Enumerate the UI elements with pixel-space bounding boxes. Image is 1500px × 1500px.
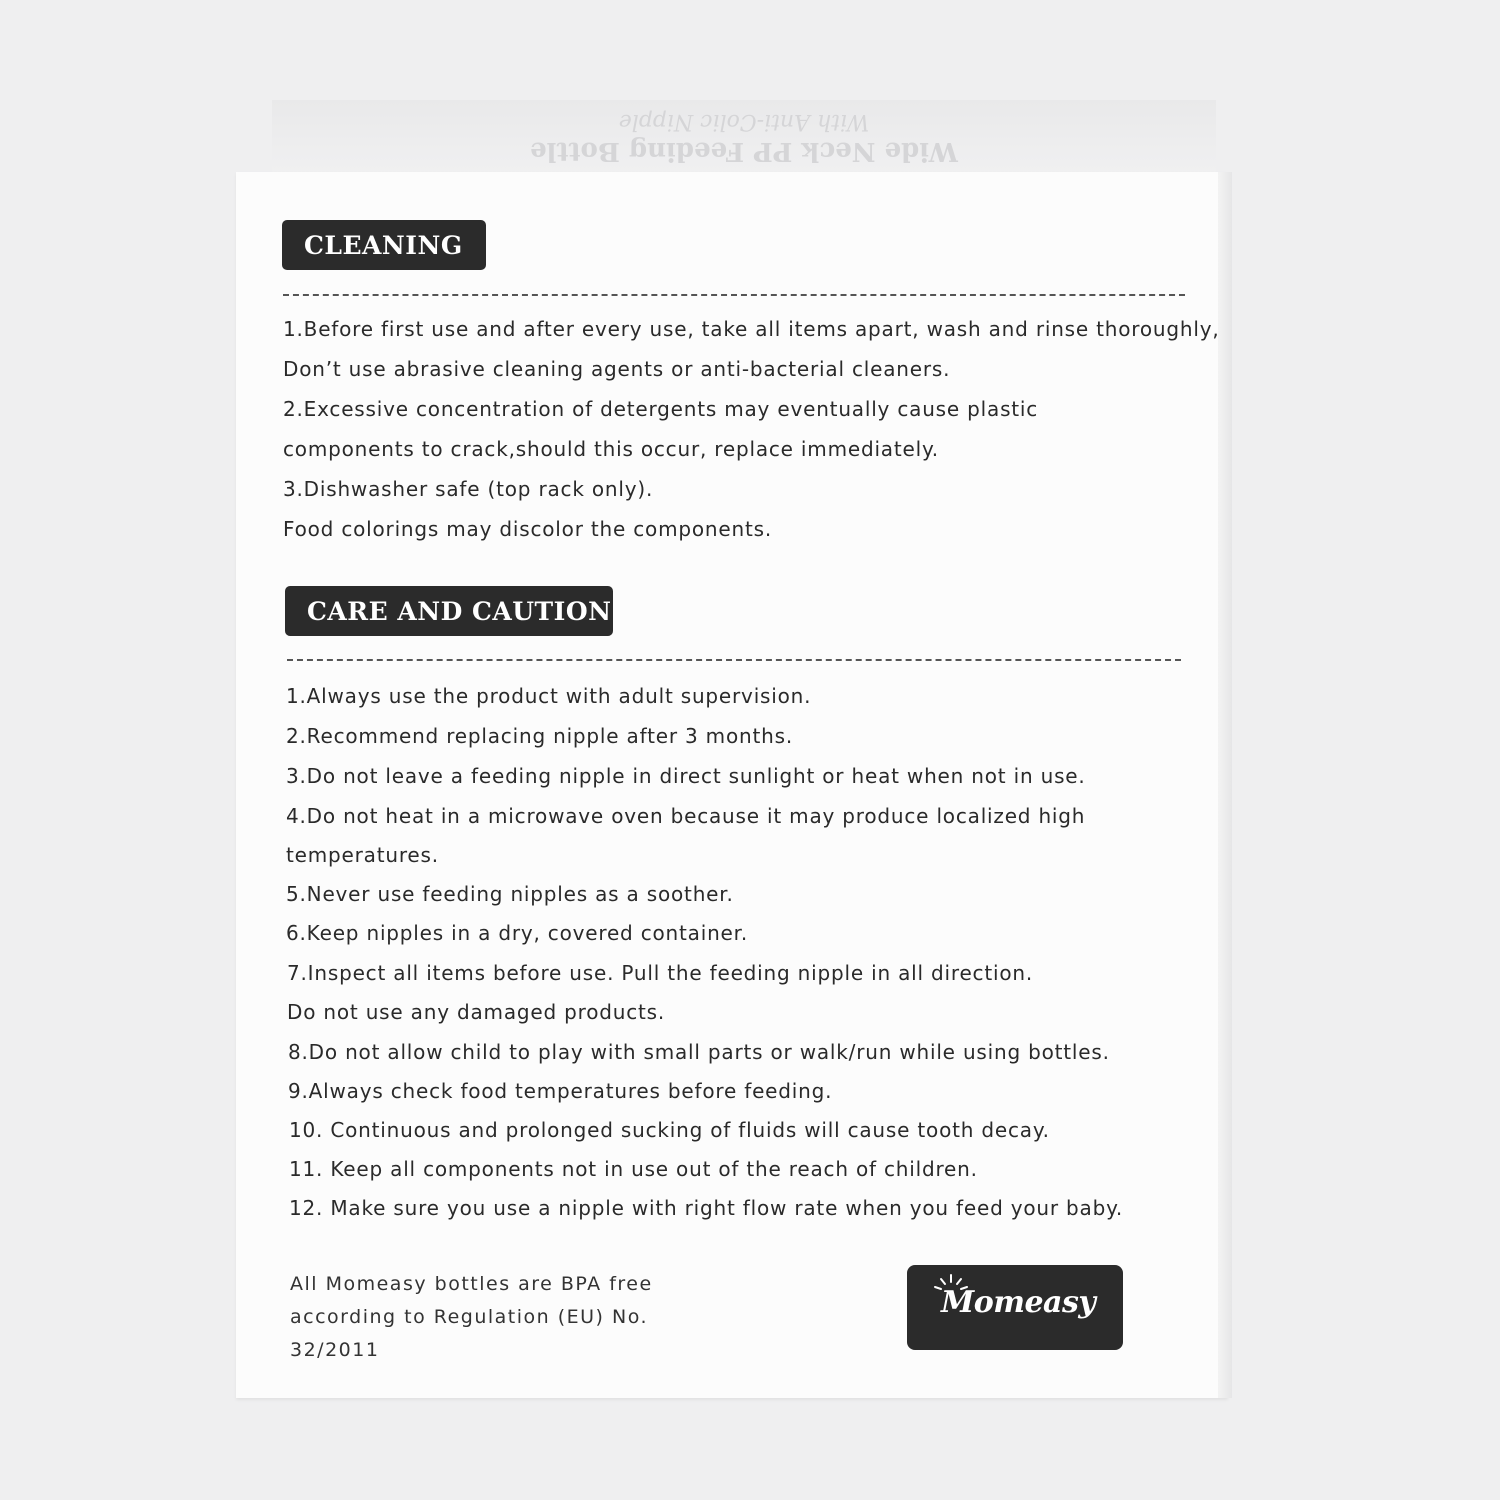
care-line: 7.Inspect all items before use. Pull the feeding nipple in all direction. <box>287 961 1034 985</box>
bpa-note-line: All Momeasy bottles are BPA free <box>290 1273 653 1295</box>
care-line: 6.Keep nipples in a dry, covered container. <box>286 921 748 945</box>
care-line: 4.Do not heat in a microwave oven because it may produce localized high <box>286 804 1086 828</box>
box-top-line1: Wide Neck PP Feeding Bottle <box>530 136 958 166</box>
logo-wordmark: Momeasy <box>941 1285 1096 1320</box>
cleaning-line: 3.Dishwasher safe (top rack only). <box>283 477 654 501</box>
care-divider <box>287 659 1181 661</box>
cleaning-title: CLEANING <box>282 220 486 270</box>
care-line: 9.Always check food temperatures before feeding. <box>288 1079 833 1103</box>
bpa-note-line: 32/2011 <box>290 1339 380 1361</box>
care-line: 8.Do not allow child to play with small parts or walk/run while using bottles. <box>288 1040 1110 1064</box>
box-side-edge <box>1218 172 1232 1398</box>
care-line: 10. Continuous and prolonged sucking of fluids will cause tooth decay. <box>289 1118 1050 1142</box>
care-line: 1.Always use the product with adult supervision. <box>286 684 812 708</box>
bpa-note-line: according to Regulation (EU) No. <box>290 1306 649 1328</box>
cleaning-line: 2.Excessive concentration of detergents may eventually cause plastic <box>283 397 1039 421</box>
bpa-free-note <box>290 1268 653 1367</box>
momeasy-logo <box>907 1265 1123 1350</box>
cleaning-line: components to crack,should this occur, replace immediately. <box>283 437 939 461</box>
care-line: temperatures. <box>286 843 439 867</box>
care-line: 11. Keep all components not in use out of the reach of children. <box>289 1157 978 1181</box>
care-line: 5.Never use feeding nipples as a soother. <box>286 882 734 906</box>
cleaning-line: Don’t use abrasive cleaning agents or anti-bacterial cleaners. <box>283 357 951 381</box>
box-top-product-name <box>272 106 1216 166</box>
care-title: CARE AND CAUTION <box>285 586 613 636</box>
care-line: 3.Do not leave a feeding nipple in direct sunlight or heat when not in use. <box>286 764 1086 788</box>
box-top-line2: With Anti-Colic Nipple <box>618 109 870 134</box>
care-line: 12. Make sure you use a nipple with right flow rate when you feed your baby. <box>289 1196 1124 1220</box>
cleaning-line: 1.Before first use and after every use, take all items apart, wash and rinse thoroughly, <box>283 317 1220 341</box>
care-line: 2.Recommend replacing nipple after 3 months. <box>286 724 793 748</box>
care-line: Do not use any damaged products. <box>287 1000 666 1024</box>
cleaning-divider <box>283 294 1185 296</box>
cleaning-line: Food colorings may discolor the components. <box>283 517 772 541</box>
